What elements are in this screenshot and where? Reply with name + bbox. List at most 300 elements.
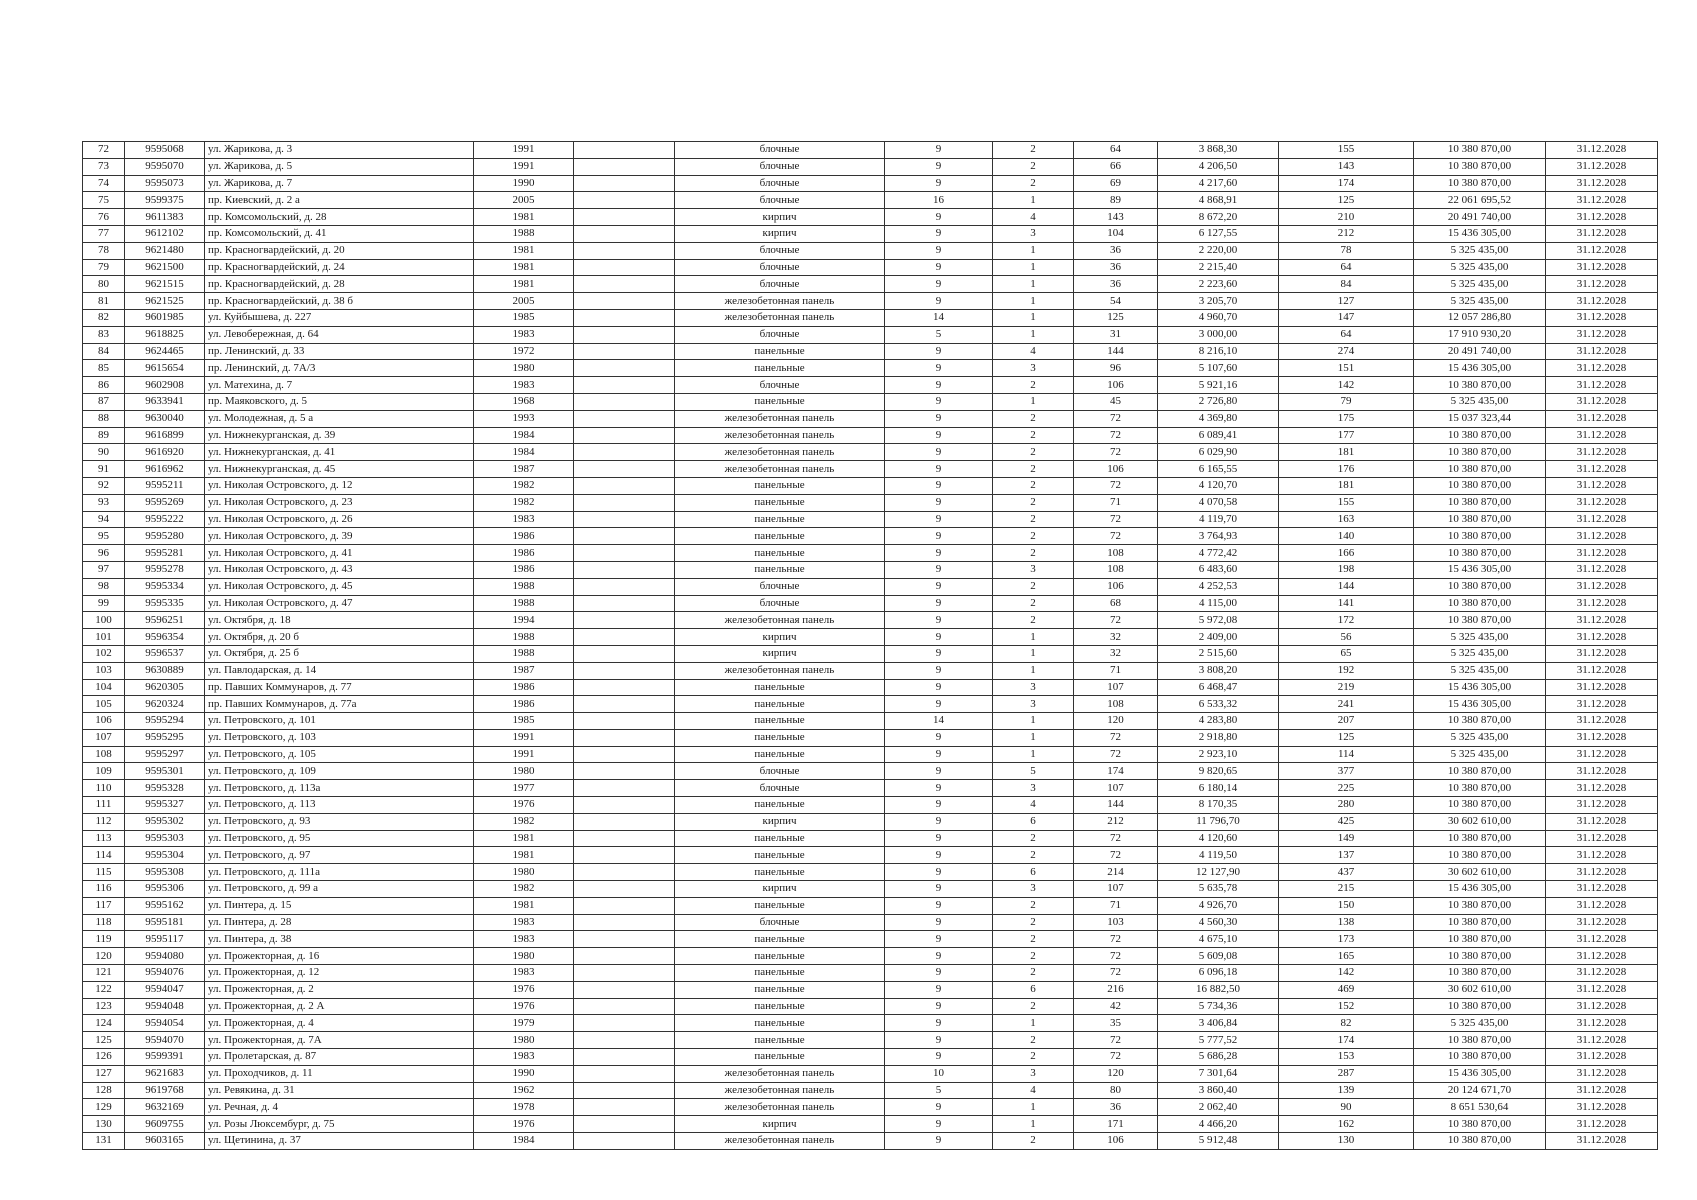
- apartments-cell: 72: [1074, 410, 1158, 427]
- wall-material-cell: блочные: [675, 914, 885, 931]
- floors-cell: 9: [885, 545, 993, 562]
- house-id-cell: 9595303: [125, 830, 205, 847]
- apartments-cell: 106: [1074, 377, 1158, 394]
- empty-cell-cell: [574, 813, 675, 830]
- deadline-cell: 31.12.2028: [1546, 1133, 1658, 1150]
- total-area-cell: 7 301,64: [1158, 1065, 1279, 1082]
- residents-cell: 140: [1279, 528, 1414, 545]
- cost-cell: 10 380 870,00: [1414, 528, 1546, 545]
- table-row: [83, 511, 1658, 528]
- address-cell: ул. Петровского, д. 109: [205, 763, 474, 780]
- residents-cell: 147: [1279, 309, 1414, 326]
- wall-material-cell: железобетонная панель: [675, 309, 885, 326]
- row-number-cell: 108: [83, 746, 125, 763]
- row-number-cell: 86: [83, 377, 125, 394]
- table-row: [83, 142, 1658, 159]
- deadline-cell: 31.12.2028: [1546, 1116, 1658, 1133]
- house-id-cell: 9632169: [125, 1099, 205, 1116]
- total-area-cell: 4 070,58: [1158, 494, 1279, 511]
- residents-cell: 155: [1279, 494, 1414, 511]
- year-built-cell: 1984: [474, 444, 574, 461]
- year-built-cell: 1982: [474, 494, 574, 511]
- floors-cell: 9: [885, 259, 993, 276]
- table-row: [83, 746, 1658, 763]
- cost-cell: 5 325 435,00: [1414, 629, 1546, 646]
- apartments-cell: 107: [1074, 881, 1158, 898]
- floors-cell: 9: [885, 276, 993, 293]
- row-number-cell: 102: [83, 645, 125, 662]
- total-area-cell: 6 127,55: [1158, 225, 1279, 242]
- floors-cell: 9: [885, 881, 993, 898]
- year-built-cell: 2005: [474, 192, 574, 209]
- row-number-cell: 96: [83, 545, 125, 562]
- table-row: [83, 998, 1658, 1015]
- wall-material-cell: панельные: [675, 847, 885, 864]
- apartments-cell: 89: [1074, 192, 1158, 209]
- wall-material-cell: железобетонная панель: [675, 612, 885, 629]
- total-area-cell: 12 127,90: [1158, 864, 1279, 881]
- floors-cell: 14: [885, 309, 993, 326]
- table-row: [83, 444, 1658, 461]
- table-row: [83, 377, 1658, 394]
- house-id-cell: 9616920: [125, 444, 205, 461]
- total-area-cell: 4 217,60: [1158, 175, 1279, 192]
- deadline-cell: 31.12.2028: [1546, 494, 1658, 511]
- empty-cell-cell: [574, 276, 675, 293]
- residents-cell: 78: [1279, 242, 1414, 259]
- floors-cell: 9: [885, 746, 993, 763]
- cost-cell: 5 325 435,00: [1414, 729, 1546, 746]
- house-id-cell: 9596354: [125, 629, 205, 646]
- entrances-cell: 2: [993, 158, 1074, 175]
- empty-cell-cell: [574, 948, 675, 965]
- residents-cell: 172: [1279, 612, 1414, 629]
- total-area-cell: 5 921,16: [1158, 377, 1279, 394]
- row-number-cell: 79: [83, 259, 125, 276]
- row-number-cell: 92: [83, 477, 125, 494]
- deadline-cell: 31.12.2028: [1546, 847, 1658, 864]
- house-id-cell: 9595306: [125, 881, 205, 898]
- cost-cell: 10 380 870,00: [1414, 914, 1546, 931]
- apartments-cell: 71: [1074, 494, 1158, 511]
- entrances-cell: 6: [993, 981, 1074, 998]
- total-area-cell: 2 409,00: [1158, 629, 1279, 646]
- deadline-cell: 31.12.2028: [1546, 1099, 1658, 1116]
- floors-cell: 9: [885, 410, 993, 427]
- row-number-cell: 128: [83, 1082, 125, 1099]
- empty-cell-cell: [574, 225, 675, 242]
- address-cell: ул. Петровского, д. 99 а: [205, 881, 474, 898]
- deadline-cell: 31.12.2028: [1546, 578, 1658, 595]
- cost-cell: 10 380 870,00: [1414, 1049, 1546, 1066]
- wall-material-cell: блочные: [675, 242, 885, 259]
- deadline-cell: 31.12.2028: [1546, 965, 1658, 982]
- floors-cell: 14: [885, 713, 993, 730]
- wall-material-cell: блочные: [675, 175, 885, 192]
- entrances-cell: 2: [993, 914, 1074, 931]
- empty-cell-cell: [574, 192, 675, 209]
- floors-cell: 9: [885, 897, 993, 914]
- house-id-cell: 9601985: [125, 309, 205, 326]
- year-built-cell: 1983: [474, 511, 574, 528]
- row-number-cell: 131: [83, 1133, 125, 1150]
- address-cell: пр. Комсомольский, д. 41: [205, 225, 474, 242]
- row-number-cell: 118: [83, 914, 125, 931]
- entrances-cell: 3: [993, 360, 1074, 377]
- empty-cell-cell: [574, 847, 675, 864]
- total-area-cell: 8 170,35: [1158, 797, 1279, 814]
- deadline-cell: 31.12.2028: [1546, 1049, 1658, 1066]
- address-cell: ул. Октября, д. 20 б: [205, 629, 474, 646]
- entrances-cell: 5: [993, 763, 1074, 780]
- table-row: [83, 461, 1658, 478]
- deadline-cell: 31.12.2028: [1546, 545, 1658, 562]
- deadline-cell: 31.12.2028: [1546, 158, 1658, 175]
- table-row: [83, 780, 1658, 797]
- year-built-cell: 1984: [474, 427, 574, 444]
- apartments-cell: 106: [1074, 1133, 1158, 1150]
- total-area-cell: 4 115,00: [1158, 595, 1279, 612]
- year-built-cell: 1988: [474, 578, 574, 595]
- address-cell: ул. Николая Островского, д. 47: [205, 595, 474, 612]
- cost-cell: 10 380 870,00: [1414, 477, 1546, 494]
- deadline-cell: 31.12.2028: [1546, 444, 1658, 461]
- row-number-cell: 82: [83, 309, 125, 326]
- year-built-cell: 1981: [474, 276, 574, 293]
- total-area-cell: 2 726,80: [1158, 393, 1279, 410]
- deadline-cell: 31.12.2028: [1546, 410, 1658, 427]
- table-row: [83, 612, 1658, 629]
- wall-material-cell: панельные: [675, 477, 885, 494]
- row-number-cell: 119: [83, 931, 125, 948]
- house-id-cell: 9595308: [125, 864, 205, 881]
- wall-material-cell: панельные: [675, 679, 885, 696]
- wall-material-cell: панельные: [675, 981, 885, 998]
- wall-material-cell: панельные: [675, 864, 885, 881]
- wall-material-cell: панельные: [675, 343, 885, 360]
- cost-cell: 5 325 435,00: [1414, 393, 1546, 410]
- row-number-cell: 121: [83, 965, 125, 982]
- house-id-cell: 9594054: [125, 1015, 205, 1032]
- year-built-cell: 1981: [474, 242, 574, 259]
- address-cell: пр. Павших Коммунаров, д. 77а: [205, 696, 474, 713]
- address-cell: ул. Нижнекурганская, д. 45: [205, 461, 474, 478]
- address-cell: ул. Жарикова, д. 5: [205, 158, 474, 175]
- house-id-cell: 9611383: [125, 209, 205, 226]
- address-cell: ул. Проходчиков, д. 11: [205, 1065, 474, 1082]
- row-number-cell: 117: [83, 897, 125, 914]
- floors-cell: 9: [885, 662, 993, 679]
- house-id-cell: 9624465: [125, 343, 205, 360]
- year-built-cell: 1984: [474, 1133, 574, 1150]
- apartments-cell: 216: [1074, 981, 1158, 998]
- total-area-cell: 4 206,50: [1158, 158, 1279, 175]
- cost-cell: 10 380 870,00: [1414, 142, 1546, 159]
- address-cell: ул. Октября, д. 18: [205, 612, 474, 629]
- wall-material-cell: блочные: [675, 158, 885, 175]
- wall-material-cell: железобетонная панель: [675, 1082, 885, 1099]
- row-number-cell: 72: [83, 142, 125, 159]
- table-row: [83, 948, 1658, 965]
- year-built-cell: 1980: [474, 948, 574, 965]
- address-cell: ул. Прожекторная, д. 2 А: [205, 998, 474, 1015]
- empty-cell-cell: [574, 729, 675, 746]
- address-cell: ул. Николая Островского, д. 43: [205, 561, 474, 578]
- empty-cell-cell: [574, 326, 675, 343]
- apartments-cell: 125: [1074, 309, 1158, 326]
- table-row: [83, 763, 1658, 780]
- address-cell: пр. Ленинский, д. 7А/3: [205, 360, 474, 377]
- empty-cell-cell: [574, 528, 675, 545]
- total-area-cell: 4 560,30: [1158, 914, 1279, 931]
- table-row: [83, 1065, 1658, 1082]
- entrances-cell: 1: [993, 629, 1074, 646]
- entrances-cell: 3: [993, 1065, 1074, 1082]
- cost-cell: 10 380 870,00: [1414, 998, 1546, 1015]
- total-area-cell: 5 635,78: [1158, 881, 1279, 898]
- table-row: [83, 830, 1658, 847]
- entrances-cell: 1: [993, 713, 1074, 730]
- year-built-cell: 1983: [474, 965, 574, 982]
- table-row: [83, 427, 1658, 444]
- floors-cell: 9: [885, 1032, 993, 1049]
- residents-cell: 207: [1279, 713, 1414, 730]
- empty-cell-cell: [574, 1015, 675, 1032]
- table-row: [83, 797, 1658, 814]
- floors-cell: 9: [885, 830, 993, 847]
- cost-cell: 10 380 870,00: [1414, 797, 1546, 814]
- empty-cell-cell: [574, 864, 675, 881]
- apartments-cell: 103: [1074, 914, 1158, 931]
- entrances-cell: 1: [993, 645, 1074, 662]
- year-built-cell: 1988: [474, 225, 574, 242]
- deadline-cell: 31.12.2028: [1546, 142, 1658, 159]
- empty-cell-cell: [574, 612, 675, 629]
- apartments-cell: 72: [1074, 847, 1158, 864]
- total-area-cell: 5 912,48: [1158, 1133, 1279, 1150]
- address-cell: ул. Левобережная, д. 64: [205, 326, 474, 343]
- residents-cell: 210: [1279, 209, 1414, 226]
- empty-cell-cell: [574, 998, 675, 1015]
- wall-material-cell: панельные: [675, 360, 885, 377]
- residents-cell: 142: [1279, 377, 1414, 394]
- residents-cell: 65: [1279, 645, 1414, 662]
- apartments-cell: 72: [1074, 444, 1158, 461]
- residents-cell: 151: [1279, 360, 1414, 377]
- total-area-cell: 3 808,20: [1158, 662, 1279, 679]
- cost-cell: 5 325 435,00: [1414, 746, 1546, 763]
- wall-material-cell: панельные: [675, 393, 885, 410]
- total-area-cell: 16 882,50: [1158, 981, 1279, 998]
- floors-cell: 9: [885, 444, 993, 461]
- wall-material-cell: кирпич: [675, 813, 885, 830]
- row-number-cell: 84: [83, 343, 125, 360]
- apartments-cell: 68: [1074, 595, 1158, 612]
- cost-cell: 15 436 305,00: [1414, 881, 1546, 898]
- residents-cell: 181: [1279, 444, 1414, 461]
- residents-cell: 138: [1279, 914, 1414, 931]
- wall-material-cell: кирпич: [675, 225, 885, 242]
- residents-cell: 377: [1279, 763, 1414, 780]
- total-area-cell: 2 515,60: [1158, 645, 1279, 662]
- entrances-cell: 1: [993, 746, 1074, 763]
- floors-cell: 9: [885, 595, 993, 612]
- address-cell: ул. Николая Островского, д. 41: [205, 545, 474, 562]
- total-area-cell: 3 868,30: [1158, 142, 1279, 159]
- floors-cell: 9: [885, 998, 993, 1015]
- entrances-cell: 2: [993, 494, 1074, 511]
- year-built-cell: 1972: [474, 343, 574, 360]
- year-built-cell: 1985: [474, 713, 574, 730]
- cost-cell: 10 380 870,00: [1414, 427, 1546, 444]
- address-cell: ул. Пролетарская, д. 87: [205, 1049, 474, 1066]
- row-number-cell: 97: [83, 561, 125, 578]
- deadline-cell: 31.12.2028: [1546, 360, 1658, 377]
- deadline-cell: 31.12.2028: [1546, 293, 1658, 310]
- address-cell: ул. Николая Островского, д. 39: [205, 528, 474, 545]
- entrances-cell: 2: [993, 847, 1074, 864]
- empty-cell-cell: [574, 444, 675, 461]
- wall-material-cell: кирпич: [675, 209, 885, 226]
- deadline-cell: 31.12.2028: [1546, 595, 1658, 612]
- apartments-cell: 72: [1074, 948, 1158, 965]
- row-number-cell: 95: [83, 528, 125, 545]
- house-id-cell: 9595301: [125, 763, 205, 780]
- floors-cell: 9: [885, 1015, 993, 1032]
- house-id-cell: 9616962: [125, 461, 205, 478]
- cost-cell: 30 602 610,00: [1414, 864, 1546, 881]
- empty-cell-cell: [574, 830, 675, 847]
- total-area-cell: 6 096,18: [1158, 965, 1279, 982]
- total-area-cell: 5 972,08: [1158, 612, 1279, 629]
- total-area-cell: 4 252,53: [1158, 578, 1279, 595]
- cost-cell: 10 380 870,00: [1414, 897, 1546, 914]
- entrances-cell: 2: [993, 444, 1074, 461]
- year-built-cell: 1977: [474, 780, 574, 797]
- address-cell: ул. Пинтера, д. 15: [205, 897, 474, 914]
- deadline-cell: 31.12.2028: [1546, 931, 1658, 948]
- wall-material-cell: блочные: [675, 259, 885, 276]
- empty-cell-cell: [574, 645, 675, 662]
- row-number-cell: 105: [83, 696, 125, 713]
- empty-cell-cell: [574, 427, 675, 444]
- deadline-cell: 31.12.2028: [1546, 1015, 1658, 1032]
- row-number-cell: 74: [83, 175, 125, 192]
- address-cell: ул. Октября, д. 25 б: [205, 645, 474, 662]
- empty-cell-cell: [574, 763, 675, 780]
- table-row: [83, 477, 1658, 494]
- address-cell: ул. Жарикова, д. 3: [205, 142, 474, 159]
- wall-material-cell: железобетонная панель: [675, 427, 885, 444]
- year-built-cell: 1986: [474, 696, 574, 713]
- floors-cell: 9: [885, 1133, 993, 1150]
- house-id-cell: 9595162: [125, 897, 205, 914]
- apartments-cell: 120: [1074, 713, 1158, 730]
- house-id-cell: 9595278: [125, 561, 205, 578]
- deadline-cell: 31.12.2028: [1546, 561, 1658, 578]
- row-number-cell: 114: [83, 847, 125, 864]
- residents-cell: 141: [1279, 595, 1414, 612]
- year-built-cell: 1980: [474, 360, 574, 377]
- table-row: [83, 1015, 1658, 1032]
- entrances-cell: 2: [993, 948, 1074, 965]
- total-area-cell: 3 000,00: [1158, 326, 1279, 343]
- table-row: [83, 679, 1658, 696]
- house-id-cell: 9595280: [125, 528, 205, 545]
- entrances-cell: 1: [993, 662, 1074, 679]
- table-row: [83, 965, 1658, 982]
- table-row: [83, 360, 1658, 377]
- total-area-cell: 3 764,93: [1158, 528, 1279, 545]
- apartments-cell: 36: [1074, 276, 1158, 293]
- year-built-cell: 1962: [474, 1082, 574, 1099]
- house-id-cell: 9620324: [125, 696, 205, 713]
- residents-cell: 56: [1279, 629, 1414, 646]
- address-cell: пр. Красногвардейский, д. 24: [205, 259, 474, 276]
- year-built-cell: 1980: [474, 1032, 574, 1049]
- table-row: [83, 662, 1658, 679]
- year-built-cell: 1976: [474, 981, 574, 998]
- total-area-cell: 2 215,40: [1158, 259, 1279, 276]
- address-cell: пр. Красногвардейский, д. 38 б: [205, 293, 474, 310]
- residents-cell: 142: [1279, 965, 1414, 982]
- house-id-cell: 9595073: [125, 175, 205, 192]
- residents-cell: 139: [1279, 1082, 1414, 1099]
- cost-cell: 15 436 305,00: [1414, 360, 1546, 377]
- address-cell: ул. Петровского, д. 97: [205, 847, 474, 864]
- deadline-cell: 31.12.2028: [1546, 612, 1658, 629]
- year-built-cell: 1986: [474, 561, 574, 578]
- floors-cell: 9: [885, 377, 993, 394]
- apartments-cell: 143: [1074, 209, 1158, 226]
- row-number-cell: 126: [83, 1049, 125, 1066]
- deadline-cell: 31.12.2028: [1546, 948, 1658, 965]
- year-built-cell: 1986: [474, 545, 574, 562]
- floors-cell: 9: [885, 528, 993, 545]
- year-built-cell: 1994: [474, 612, 574, 629]
- table-row: [83, 578, 1658, 595]
- house-id-cell: 9595181: [125, 914, 205, 931]
- total-area-cell: 6 165,55: [1158, 461, 1279, 478]
- house-id-cell: 9594080: [125, 948, 205, 965]
- table-row: [83, 713, 1658, 730]
- floors-cell: 9: [885, 914, 993, 931]
- empty-cell-cell: [574, 545, 675, 562]
- deadline-cell: 31.12.2028: [1546, 511, 1658, 528]
- address-cell: ул. Николая Островского, д. 23: [205, 494, 474, 511]
- row-number-cell: 101: [83, 629, 125, 646]
- entrances-cell: 4: [993, 797, 1074, 814]
- table-row: [83, 225, 1658, 242]
- year-built-cell: 1983: [474, 914, 574, 931]
- empty-cell-cell: [574, 343, 675, 360]
- apartments-cell: 54: [1074, 293, 1158, 310]
- address-cell: ул. Речная, д. 4: [205, 1099, 474, 1116]
- address-cell: ул. Пинтера, д. 38: [205, 931, 474, 948]
- year-built-cell: 1986: [474, 679, 574, 696]
- entrances-cell: 3: [993, 679, 1074, 696]
- residents-cell: 64: [1279, 259, 1414, 276]
- table-row: [83, 1049, 1658, 1066]
- floors-cell: 9: [885, 209, 993, 226]
- deadline-cell: 31.12.2028: [1546, 763, 1658, 780]
- table-row: [83, 914, 1658, 931]
- year-built-cell: 1981: [474, 830, 574, 847]
- row-number-cell: 94: [83, 511, 125, 528]
- row-number-cell: 77: [83, 225, 125, 242]
- apartments-cell: 72: [1074, 746, 1158, 763]
- empty-cell-cell: [574, 1049, 675, 1066]
